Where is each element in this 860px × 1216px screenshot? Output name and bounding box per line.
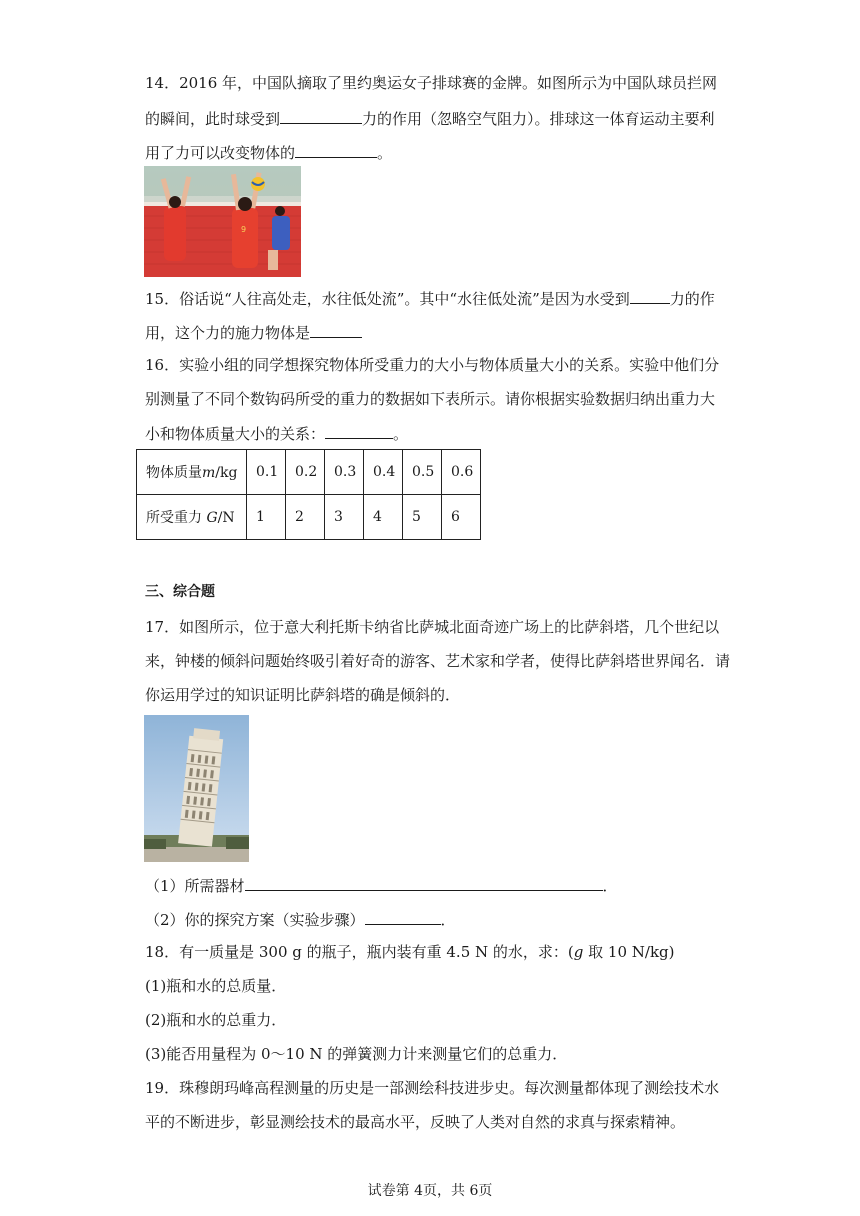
q17-line-2: 来，钟楼的倾斜问题始终吸引着好奇的游客、艺术家和学者，使得比萨斜塔世界闻名．请 (145, 652, 731, 670)
q17-line-3: 你运用学过的知识证明比萨斜塔的确是倾斜的． (145, 686, 461, 704)
answer-blank[interactable] (295, 141, 377, 158)
table-cell: 0.3 (325, 450, 364, 495)
section-title: 三、综合题 (145, 584, 215, 600)
q14-text: 用了力可以改变物体的 (145, 144, 296, 162)
q14-line-2 (145, 107, 715, 129)
table-cell: 2 (286, 495, 325, 540)
table-row (137, 450, 481, 495)
table-cell: 0.4 (364, 450, 403, 495)
q18-text: 取 10 N/kg) (583, 943, 675, 961)
answer-blank[interactable] (310, 321, 362, 338)
q16-line-2: 别测量了不同个数钩码所受的重力的数据如下表所示。请你根据实验数据归纳出重力大 (145, 390, 716, 408)
table-cell: 0.2 (286, 450, 325, 495)
q15-line-2 (145, 321, 362, 343)
q18-part-1: (1)瓶和水的总质量． (145, 977, 287, 995)
q14-text: 的瞬间，此时球受到 (145, 110, 281, 128)
table-cell: 5 (403, 495, 442, 540)
answer-blank[interactable] (245, 874, 603, 891)
volleyball-photo (144, 166, 301, 277)
table-cell: 0.5 (403, 450, 442, 495)
q16-text: 。 (393, 425, 409, 443)
q16-text: 小和物体质量大小的关系： (145, 425, 326, 443)
table-header-weight: 所受重力 G/N (137, 495, 247, 540)
q17-text: ． (440, 911, 456, 929)
table-cell: 6 (442, 495, 481, 540)
q17-text: ． (602, 877, 618, 895)
table-cell: 0.6 (442, 450, 481, 495)
q18-part-3: (3)能否用量程为 0～10 N 的弹簧测力计来测量它们的总重力． (145, 1045, 568, 1063)
q14-text: 力的作用（忽略空气阻力）。排球这一体育运动主要利 (362, 110, 715, 128)
answer-blank[interactable] (365, 908, 441, 925)
q17-text: （1）所需器材 (145, 877, 245, 895)
table-cell: 0.1 (247, 450, 286, 495)
q15-text: 力的作 (669, 290, 715, 308)
q17-sub-1 (145, 874, 618, 896)
q19-line-2: 平的不断进步，彰显测绘技术的最高水平，反映了人类对自然的求真与探索精神。 (145, 1113, 686, 1131)
svg-text:9: 9 (241, 225, 247, 234)
table-cell: 1 (247, 495, 286, 540)
mass-weight-table (136, 449, 481, 540)
pisa-tower-photo (144, 715, 249, 862)
table-row (137, 495, 481, 540)
q18-line-1 (145, 942, 675, 962)
q17-text: （2）你的探究方案（实验步骤） (145, 911, 365, 929)
page-footer: 试卷第 4页，共 6页 (367, 1183, 493, 1199)
q18-text: 18．有一质量是 300 g 的瓶子，瓶内装有重 4.5 N 的水，求：( (145, 943, 574, 961)
q17-sub-2 (145, 908, 456, 930)
table-cell: 3 (325, 495, 364, 540)
table-cell: 4 (364, 495, 403, 540)
q18-var-g: g (573, 943, 584, 961)
answer-blank[interactable] (280, 107, 362, 124)
answer-blank[interactable] (630, 287, 670, 304)
q17-line-1: 17．如图所示，位于意大利托斯卡纳省比萨城北面奇迹广场上的比萨斜塔，几个世纪以 (145, 618, 720, 636)
q14-line-3 (145, 141, 392, 163)
q16-line-3 (145, 422, 408, 444)
q15-text: 用，这个力的施力物体是 (145, 324, 311, 342)
table-header-mass: 物体质量m/kg (137, 450, 247, 495)
q14-line-1: 14．2016 年，中国队摘取了里约奥运女子排球赛的金牌。如图所示为中国队球员拦网 (145, 74, 718, 92)
q14-text: 。 (377, 144, 393, 162)
q19-line-1: 19．珠穆朗玛峰高程测量的历史是一部测绘科技进步史。每次测量都体现了测绘技术水 (145, 1079, 720, 1097)
q18-part-2: (2)瓶和水的总重力． (145, 1011, 287, 1029)
answer-blank[interactable] (325, 422, 393, 439)
q15-text: 15．俗话说“人往高处走，水往低处流”。其中“水往低处流”是因为水受到 (145, 290, 630, 308)
q16-line-1: 16．实验小组的同学想探究物体所受重力的大小与物体质量大小的关系。实验中他们分 (145, 356, 720, 374)
q15-line-1 (145, 287, 715, 309)
